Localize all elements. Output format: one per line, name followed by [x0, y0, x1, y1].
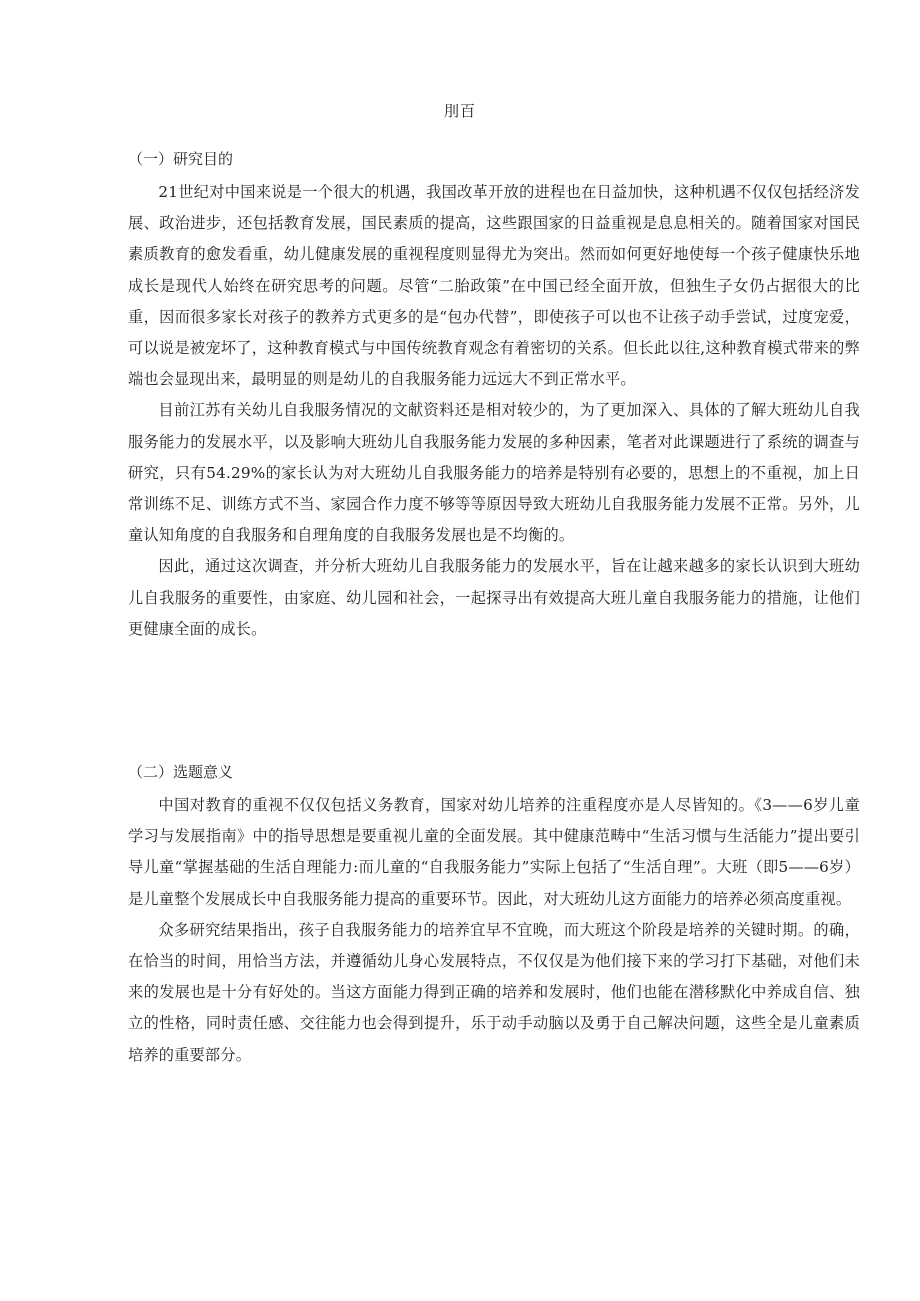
paragraph: 中国对教育的重视不仅仅包括义务教育，国家对幼儿培养的注重程度亦是人尽皆知的。《3——6岁儿童学习与发展指南》中的指导思想是要重视儿童的全面发展。其中健康范畴中“生活习惯与生活能力”提出要引导儿童“掌握基础的生活自理能力:而儿童的“自我服务能力”实际上包括了“生活自理”。大班（即5——6岁）是儿童整个发展成长中自我服务能力提高的重要环节。因此，对大班幼儿这方面能力的培养必须高度重视。 — [128, 796, 860, 908]
paragraph: 21世纪对中国来说是一个很大的机遇，我国改革开放的进程也在日益加快，这种机遇不仅仅包括经济发展、政治进步，还包括教育发展，国民素质的提高，这些跟国家的日益重视是息息相关的。随着国家对国民素质教育的愈发看重，幼儿健康发展的重视程度则显得尤为突出。然而如何更好地使每一个孩子健康快乐地成长是现代人始终在研究思考的问题。尽管“二胎政策”在中国已经全面开放，但独生子女仍占据很大的比重，因而很多家长对孩子的教养方式更多的是“包办代替”，即使孩子可以也不让孩子动手尝试，过度宠爱，可以说是被宠坏了，这种教育模式与中国传统教育观念有着密切的关系。但长此以往,这种教育模式带来的弊端也会显现出来，最明显的则是幼儿的自我服务能力远远大不到正常水平。 — [128, 183, 860, 389]
section-heading: （一）研究目的 — [128, 150, 234, 168]
section-heading: （二）选题意义 — [128, 763, 234, 781]
section-topic-significance — [128, 760, 860, 1071]
paragraph: 因此，通过这次调查，并分析大班幼儿自我服务能力的发展水平，旨在让越来越多的家长认识到大班幼儿自我服务的重要性，由家庭、幼儿园和社会，一起探寻出有效提高大班儿童自我服务能力的措施，让他们更健康全面的成长。 — [128, 557, 860, 638]
paragraph: 目前江苏有关幼儿自我服务情况的文献资料还是相对较少的，为了更加深入、具体的了解大班幼儿自我服务能力的发展水平，以及影响大班幼儿自我服务能力发展的多种因素，笔者对此课题进行了系统的调查与研究，只有54.29%的家长认为对大班幼儿自我服务能力的培养是特别有必要的，思想上的不重视，加上日常训练不足、训练方式不当、家园合作力度不够等等原因导致大班幼儿自我服务能力发展不正常。另外，儿童认知角度的自我服务和自理角度的自我服务发展也是不均衡的。 — [128, 401, 860, 545]
paragraph: 众多研究结果指出，孩子自我服务能力的培养宜早不宜晚，而大班这个阶段是培养的关键时期。的确，在恰当的时间，用恰当方法，并遵循幼儿身心发展特点，不仅仅是为他们接下来的学习打下基础，对他们未来的发展也是十分有好处的。当这方面能力得到正确的培养和发展时，他们也能在潜移默化中养成自信、独立的性格，同时责任感、交往能力也会得到提升，乐于动手动脑以及勇于自己解决问题，这些全是儿童素质培养的重要部分。 — [128, 920, 860, 1064]
page-title: 刖百 — [443, 102, 476, 120]
section-research-purpose — [128, 147, 860, 645]
